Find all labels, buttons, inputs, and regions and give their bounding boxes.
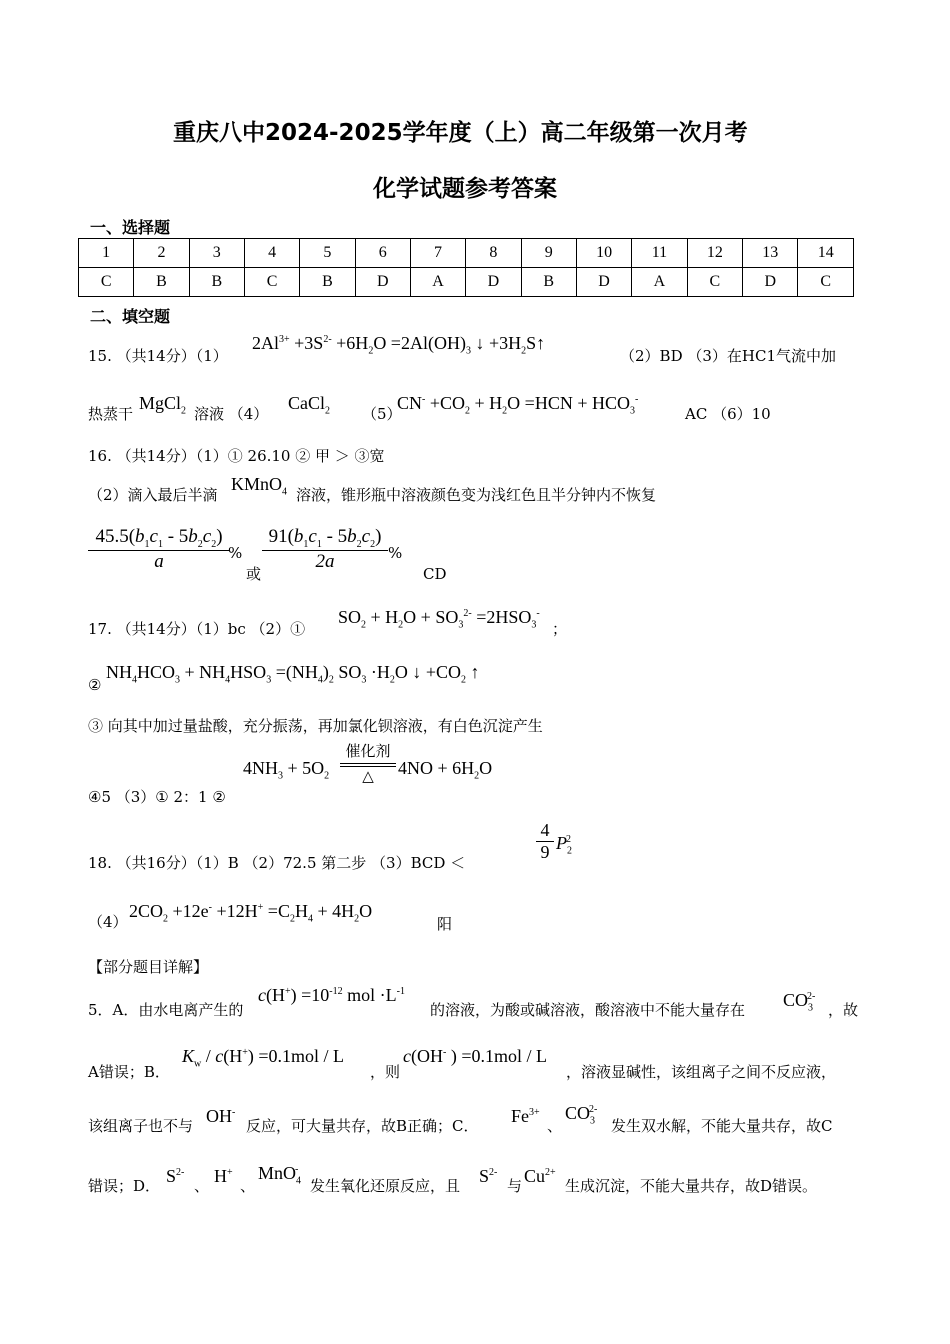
heat-label: △: [362, 767, 374, 785]
detail-co3-2: $CO_3^{2-}$: [565, 1103, 598, 1127]
detail-line4-d: 发生氧化还原反应，且: [310, 1177, 461, 1195]
table-cell: B: [300, 268, 355, 297]
detail-line3-d: 发生双水解，不能大量共存，故C: [611, 1117, 833, 1135]
detail-line3-a: 该组离子也不与: [88, 1117, 194, 1135]
detail-line4-b: 、: [194, 1177, 210, 1195]
table-cell: 5: [300, 239, 355, 268]
detail-line2-c: ，溶液显碱性，该组离子之间不反应液，: [566, 1063, 837, 1081]
numerator: 4: [540, 820, 550, 840]
q15-line2-d: AC （6）10: [685, 405, 771, 423]
detail-line4-c: 、: [240, 1177, 256, 1195]
table-cell: B: [134, 268, 189, 297]
detail-line1-b: 的溶液，为酸或碱溶液，酸溶液中不能大量存在: [430, 1001, 746, 1019]
detail-s2: $S^{2-}$: [166, 1166, 185, 1186]
q15-line2-c: （5）: [362, 405, 402, 423]
q17-equation-3-right: $4NO + 6H_2O$: [398, 758, 493, 782]
q16-answer: CD: [423, 565, 447, 583]
q17-line3: ③ 向其中加过量盐酸，充分振荡，再加氯化钡溶液，有白色沉淀产生: [88, 717, 543, 735]
table-cell: 2: [134, 239, 189, 268]
table-cell: 1: [79, 239, 134, 268]
table-cell: D: [743, 268, 798, 297]
table-cell: 8: [466, 239, 521, 268]
q18-yang: 阳: [437, 915, 453, 933]
detail-line4-e: 与: [507, 1177, 523, 1195]
q18-equation: $2CO_2 +12e^- +12H^+ =C_2H_4 + 4H_2O$: [129, 901, 373, 925]
q16-line1: 16. （共14分）（1）① 26.10 ② 甲 ＞ ③宽: [88, 447, 385, 465]
table-cell: A: [410, 268, 465, 297]
page-subtitle: 化学试题参考答案: [373, 176, 557, 202]
table-cell: B: [189, 268, 244, 297]
section-fill-heading: 二、填空题: [90, 307, 171, 326]
q17-equation-2: $NH_4HCO_3 + NH_4HSO_3 =(NH_4)_2$ $SO_3 \cdot H_2O$ ↓ $+CO_2$ ↑: [106, 662, 480, 686]
q17-equation-3-left: $4NH_3 + 5O_2$: [243, 758, 330, 782]
detail-line4-a: 错误；D．: [88, 1177, 161, 1195]
detail-line3-c: 、: [547, 1117, 563, 1135]
detail-mno4: MnO$_4$-: [258, 1163, 302, 1187]
detail-ch-expr: $c(H^+) =10^{-12}$ mol $\cdot L^{-1}$: [258, 985, 405, 1005]
detail-line1-c: ，故: [828, 1001, 859, 1019]
detail-fe3: $Fe^{3+}$: [511, 1106, 540, 1126]
q16-fraction-1: [88, 526, 230, 573]
q15-line2-b: 溶液 （4）: [194, 405, 269, 423]
table-cell: 14: [798, 239, 854, 268]
table-cell: 3: [189, 239, 244, 268]
answer-row: [79, 268, 854, 297]
detail-header: 【部分题目详解】: [88, 958, 209, 976]
denominator: 9: [540, 842, 550, 862]
denominator: a: [154, 550, 164, 572]
q16-fraction-2: [262, 526, 388, 573]
table-cell: C: [687, 268, 742, 297]
numerator: $45.5(b_1c_1 - 5b_2c_2)$: [95, 526, 223, 550]
question-number-row: [79, 239, 854, 268]
table-cell: 13: [743, 239, 798, 268]
page-title: 重庆八中2024-2025学年度（上）高二年级第一次月考: [173, 120, 748, 146]
table-cell: 11: [632, 239, 687, 268]
section-choice-heading: 一、选择题: [90, 218, 171, 237]
q18-lead: 18. （共16分）（1）B （2）72.5 第二步 （3）BCD ＜: [88, 854, 466, 872]
detail-line1-a: 5．A．由水电离产生的: [88, 1001, 244, 1019]
detail-h-plus: H+: [214, 1166, 233, 1186]
q15-cacl2: CaCl$_2$: [288, 393, 331, 417]
table-cell: D: [355, 268, 410, 297]
detail-line2-a: A错误；B．: [88, 1063, 170, 1081]
q16-line2-b: 溶液，锥形瓶中溶液颜色变为浅红色且半分钟内不恢复: [296, 486, 657, 504]
table-cell: C: [798, 268, 854, 297]
q17-line4: ④5 （3）① 2：1 ②: [88, 788, 226, 806]
table-cell: C: [244, 268, 299, 297]
q17-circ2: ②: [88, 676, 102, 694]
q17-catalyst-arrow: [340, 740, 396, 785]
q17-equation-1: $SO_2 + H_2O + SO_3^{2-} =2HSO_3^-$: [338, 607, 540, 631]
table-cell: 9: [521, 239, 576, 268]
table-cell: D: [466, 268, 521, 297]
detail-line3-b: 反应，可大量共存，故B正确；C．: [246, 1117, 479, 1135]
detail-oh: OH-: [206, 1106, 236, 1126]
detail-line2-b: ，则: [370, 1063, 401, 1081]
table-cell: 7: [410, 239, 465, 268]
q18-part4: （4）: [88, 913, 128, 931]
q17-semicolon: ；: [552, 620, 568, 638]
table-cell: C: [79, 268, 134, 297]
table-cell: 12: [687, 239, 742, 268]
table-cell: 6: [355, 239, 410, 268]
q15-mgcl2: MgCl$_2$: [139, 393, 187, 417]
q16-line2-a: （2）滴入最后半滴: [88, 486, 218, 504]
q16-or: 或: [246, 565, 262, 583]
q16-percent-2: %: [388, 544, 403, 562]
detail-cu2: $Cu^{2+}$: [524, 1166, 556, 1186]
q16-kmno4: KMnO$_4$: [231, 474, 288, 498]
q15-rest: （2）BD （3）在HC1气流中加: [620, 347, 837, 365]
denominator: 2a: [315, 550, 335, 572]
table-cell: 4: [244, 239, 299, 268]
detail-line4-f: 生成沉淀，不能大量共存，故D错误。: [565, 1177, 818, 1195]
detail-s2-b: $S^{2-}$: [479, 1166, 498, 1186]
q15-equation-2: $CN^- +CO_2 + H_2O =HCN + HCO_3^-$: [397, 393, 639, 417]
numerator: $91(b_1c_1 - 5b_2c_2)$: [268, 526, 382, 550]
table-cell: A: [632, 268, 687, 297]
q18-p2-squared: $P_2^2$: [556, 833, 572, 857]
detail-co3: $CO_3^{2-}$: [783, 990, 816, 1014]
detail-coh-expr: c(OH- ) =0.1mol / L: [403, 1046, 547, 1066]
q18-fraction: [536, 820, 554, 863]
q17-lead: 17. （共14分）（1）bc （2）①: [88, 620, 306, 638]
detail-kw-expr: $K_w / c(H^+) =0.1mol / L$: [182, 1046, 345, 1070]
table-cell: D: [576, 268, 631, 297]
answer-table: [78, 238, 854, 297]
q15-line2-a: 热蒸干: [88, 405, 134, 423]
q15-equation-1: $2Al^{3+} +3S^{2-} +6H_2O =2Al(OH)_3$ ↓ $+3H_2S↑$: [252, 333, 546, 357]
table-cell: B: [521, 268, 576, 297]
table-cell: 10: [576, 239, 631, 268]
q16-percent-1: %: [228, 544, 243, 562]
catalyst-label: 催化剂: [345, 742, 391, 760]
q15-lead: 15. （共14分）（1）: [88, 347, 228, 365]
